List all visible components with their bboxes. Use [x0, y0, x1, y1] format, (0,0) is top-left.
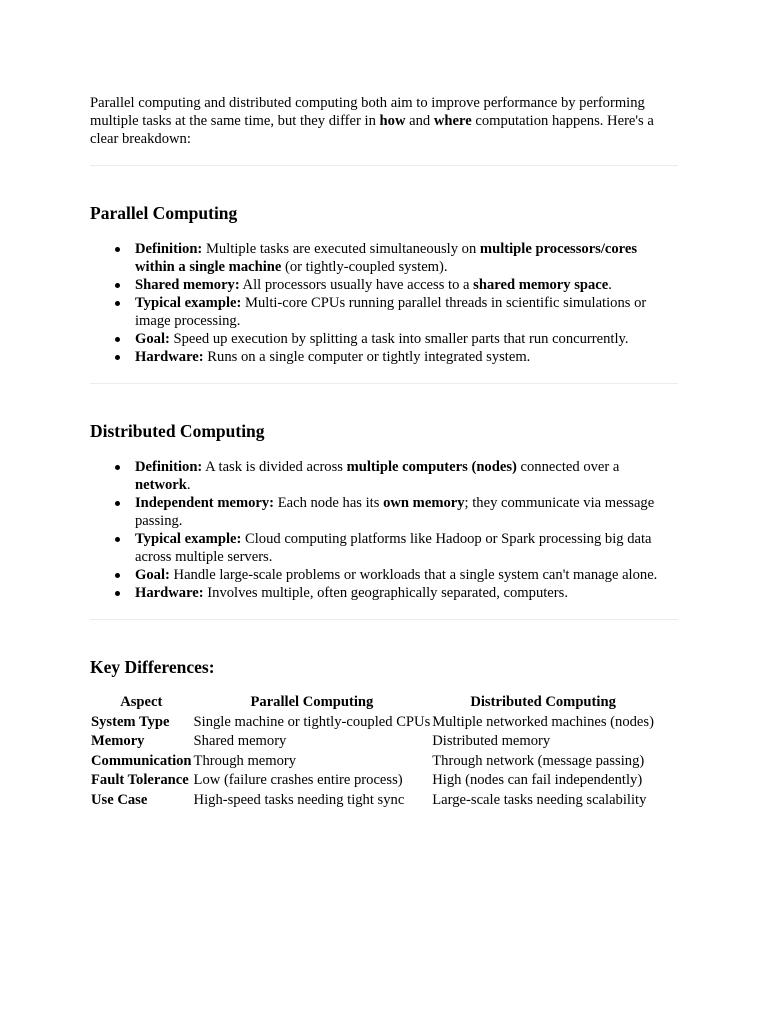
parallel-heading: Parallel Computing	[90, 203, 238, 223]
table-row	[90, 713, 655, 733]
intro-text-1: Parallel computing and distributed computing both aim to improve performance by performing multiple tasks at the same time, but they differ in	[90, 95, 645, 129]
intro-text-2: and	[405, 113, 434, 129]
comparison-table	[90, 693, 655, 811]
item-label: Goal:	[135, 331, 170, 347]
table-row	[90, 752, 655, 772]
row-aspect: System Type	[91, 713, 170, 730]
item-text: Handle large-scale problems or workloads that a single system can't manage alone.	[169, 567, 658, 583]
cell-distributed: Through network (message passing)	[432, 752, 645, 769]
list-item	[135, 458, 678, 494]
row-aspect: Communication	[91, 752, 192, 769]
item-text: connected over a	[516, 459, 620, 475]
list-item	[135, 566, 678, 584]
item-bold: multiple processors/cores within a single machine	[135, 241, 638, 275]
list-item	[135, 584, 678, 602]
distributed-list	[90, 458, 678, 602]
cell-distributed: Large-scale tasks needing scalability	[432, 791, 647, 808]
item-bold: multiple computers (nodes)	[346, 459, 517, 475]
item-text: Each node has its	[274, 495, 384, 511]
list-item	[135, 530, 678, 566]
row-aspect: Fault Tolerance	[91, 772, 189, 789]
item-text: Runs on a single computer or tightly integrated system.	[203, 349, 531, 365]
table-header-row	[90, 693, 655, 713]
list-item	[135, 494, 678, 530]
cell-parallel: Single machine or tightly-coupled CPUs	[193, 713, 431, 730]
intro-paragraph	[90, 94, 678, 148]
item-bold: shared memory space	[473, 277, 609, 293]
list-item	[135, 330, 678, 348]
list-item	[135, 240, 678, 276]
item-bold: own memory	[383, 495, 465, 511]
item-text: Multiple tasks are executed simultaneously on	[202, 241, 480, 257]
intro-text-3: computation happens. Here's a clear breakdown:	[90, 113, 654, 147]
intro-bold-where: where	[433, 113, 472, 129]
cell-parallel: Low (failure crashes entire process)	[193, 772, 403, 789]
row-aspect: Use Case	[91, 791, 148, 808]
cell-parallel: High-speed tasks needing tight sync	[193, 791, 405, 808]
item-label: Shared memory:	[135, 277, 240, 293]
divider	[90, 165, 678, 166]
differences-heading: Key Differences:	[90, 657, 215, 677]
item-bold: network	[135, 477, 187, 493]
item-text: Multi-core CPUs running parallel threads in scientific simulations or image processing.	[135, 295, 647, 329]
column-header-distributed: Distributed Computing	[470, 694, 616, 710]
item-text: (or tightly-coupled system).	[281, 259, 448, 275]
item-text: Involves multiple, often geographically separated, computers.	[203, 585, 568, 601]
divider	[90, 383, 678, 384]
distributed-heading: Distributed Computing	[90, 421, 265, 441]
column-header-parallel: Parallel Computing	[250, 694, 374, 710]
table-row	[90, 771, 655, 791]
item-label: Typical example:	[135, 295, 242, 311]
item-label: Independent memory:	[135, 495, 275, 511]
item-label: Typical example:	[135, 531, 242, 547]
column-header-aspect: Aspect	[120, 694, 163, 710]
item-text: A task is divided across	[202, 459, 347, 475]
item-label: Hardware:	[135, 349, 204, 365]
parallel-list	[90, 240, 678, 366]
divider	[90, 619, 678, 620]
item-label: Goal:	[135, 567, 170, 583]
cell-parallel: Shared memory	[193, 733, 287, 750]
cell-distributed: High (nodes can fail independently)	[432, 772, 643, 789]
item-text: Speed up execution by splitting a task into smaller parts that run concurrently.	[169, 331, 629, 347]
item-label: Definition:	[135, 241, 203, 257]
item-text: ; they communicate via message passing.	[135, 495, 655, 529]
item-label: Hardware:	[135, 585, 204, 601]
item-text: All processors usually have access to a	[239, 277, 474, 293]
document-body	[90, 94, 678, 811]
table-row	[90, 791, 655, 811]
cell-parallel: Through memory	[193, 752, 297, 769]
cell-distributed: Distributed memory	[432, 733, 551, 750]
item-label: Definition:	[135, 459, 203, 475]
intro-bold-how: how	[379, 113, 406, 129]
cell-distributed: Multiple networked machines (nodes)	[432, 713, 654, 730]
list-item	[135, 276, 678, 294]
table-row	[90, 732, 655, 752]
row-aspect: Memory	[91, 733, 145, 750]
item-text: .	[608, 277, 612, 293]
item-text: Cloud computing platforms like Hadoop or Spark processing big data across multiple servers.	[135, 531, 652, 565]
list-item	[135, 294, 678, 330]
item-text: .	[186, 477, 191, 493]
list-item	[135, 348, 678, 366]
